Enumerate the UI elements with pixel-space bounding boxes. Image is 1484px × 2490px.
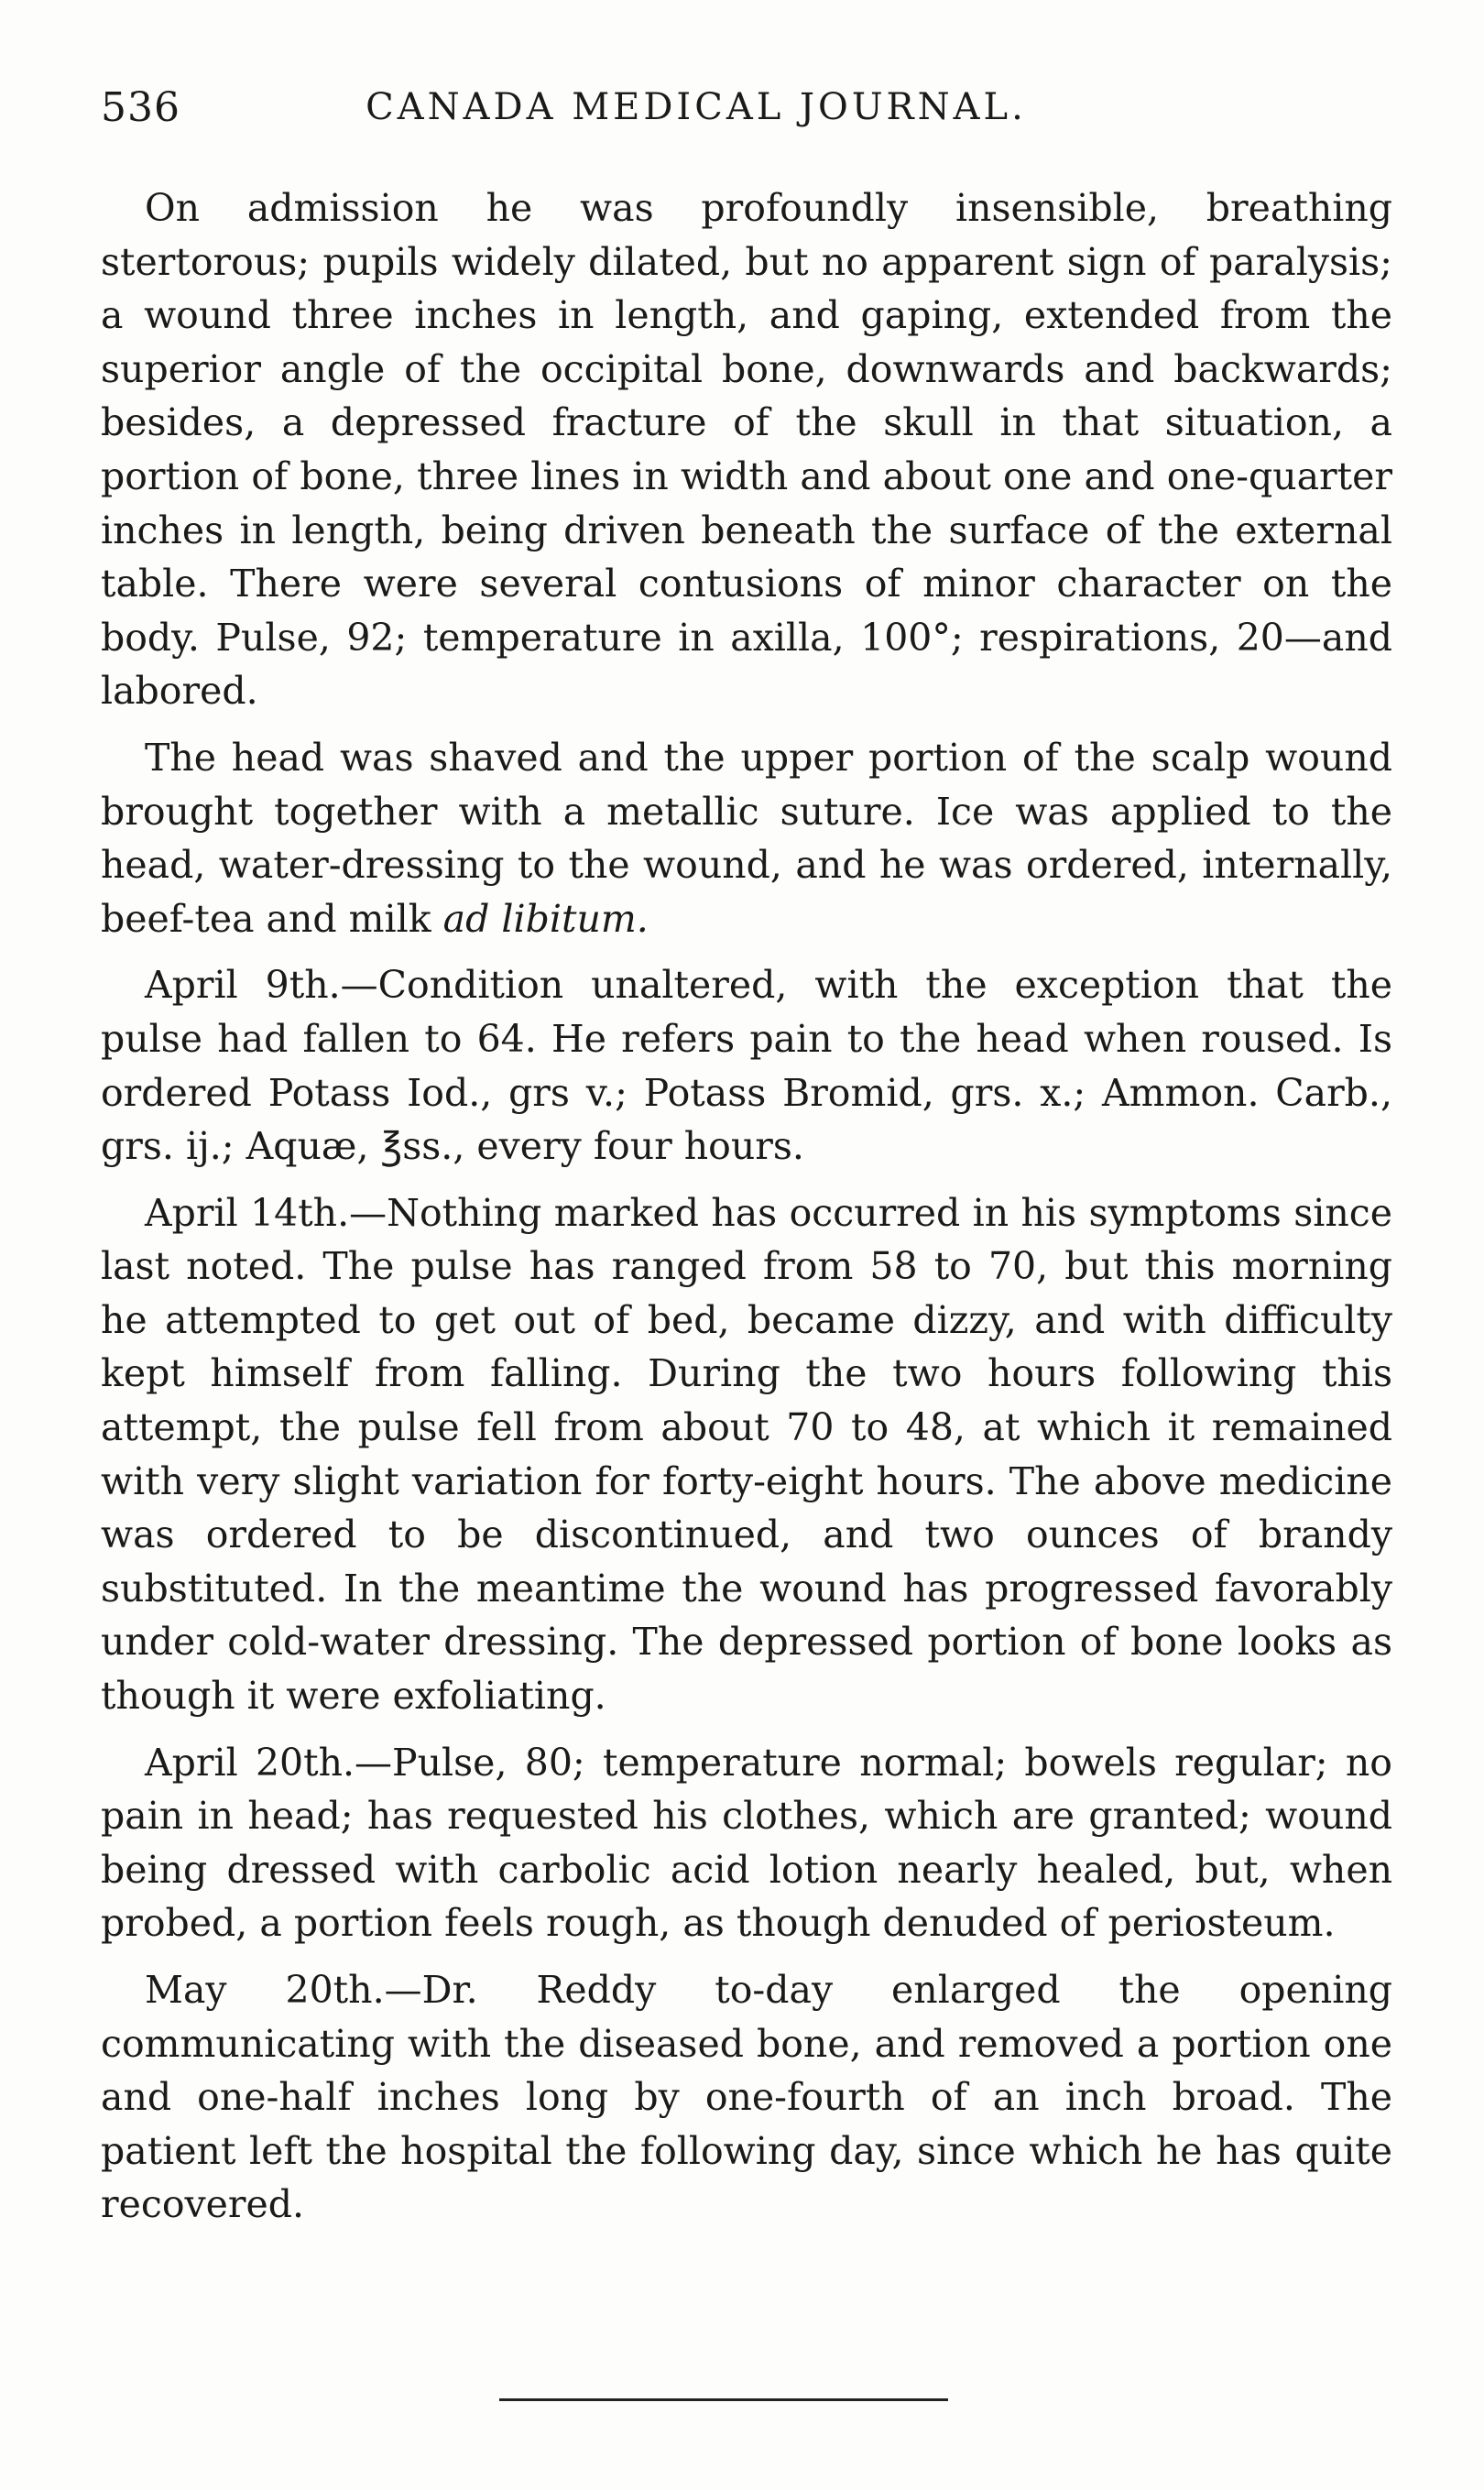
section-divider-rule xyxy=(499,2398,948,2401)
paragraph-april-20 xyxy=(101,1736,1392,1950)
paragraph-admission xyxy=(101,181,1392,718)
paragraph-text: May 20th.—Dr. Reddy to-day enlarged the opening communicating with the diseased bone, and removed a portion one and one-half inches long by one-fourth of an inch broad. The patient left the hospital the following day, since which he has quite recovered. xyxy=(101,1968,1392,2227)
running-head xyxy=(101,84,1402,139)
paragraph-april-14 xyxy=(101,1186,1392,1723)
paragraph-text: The head was shaved and the upper portion of the scalp wound brought together with a metallic suture. Ice was applied to the head, water-dressing to the wound, and he was ordered, internally, beef-tea and milk xyxy=(101,735,1392,941)
paragraph-may-20 xyxy=(101,1963,1392,2232)
article-body xyxy=(101,181,1392,2244)
paragraph-text: April 20th.—Pulse, 80; temperature normal; bowels regular; no pain in head; has requested his clothes, which are granted; wound being dressed with carbolic acid lotion nearly healed, but, when probed, a portion feels rough, as though denuded of periosteum. xyxy=(101,1740,1392,1946)
paragraph-april-9 xyxy=(101,958,1392,1173)
paragraph-text: April 9th.—Condition unaltered, with the exception that the pulse had fallen to 64. He refers pain to the head when roused. Is ordered Potass Iod., grs v.; Potass Bromid, grs. x.; Ammon. Carb., grs. ij.; Aquæ, ℥ss., every four hours. xyxy=(101,963,1392,1169)
paragraph-text: April 14th.—Nothing marked has occurred in his symptoms since last noted. The pulse has ranged from 58 to 70, but this morning he attempted to get out of bed, became dizzy, and with difficulty kept himself from falling. During the two hours following this attempt, the pulse fell from about 70 to 48, at which it remained with very slight variation for forty-eight hours. The above medicine was ordered to be discontinued, and two ounces of brandy substituted. In the meantime the wound has progressed favorably under cold-water dressing. The depressed portion of bone looks as though it were exfoliating. xyxy=(101,1190,1392,1719)
paragraph-text: On admission he was profoundly insensible, breathing stertorous; pupils widely dilated, but no apparent sign of paralysis; a wound three inches in length, and gaping, extended from the superior angle of the occipital bone, downwards and backwards; besides, a depressed fracture of the skull in that situation, a portion of bone, three lines in width and about one and one-quarter inches in length, being driven beneath the surface of the external table. There were several contusions of minor character on the body. Pulse, 92; temperature in axilla, 100°; respirations, 20—and labored. xyxy=(101,186,1392,714)
page-number: 536 xyxy=(101,84,180,131)
paragraph-treatment xyxy=(101,731,1392,945)
italic-phrase: ad libitum. xyxy=(442,896,649,941)
journal-title: CANADA MEDICAL JOURNAL. xyxy=(366,86,1027,128)
